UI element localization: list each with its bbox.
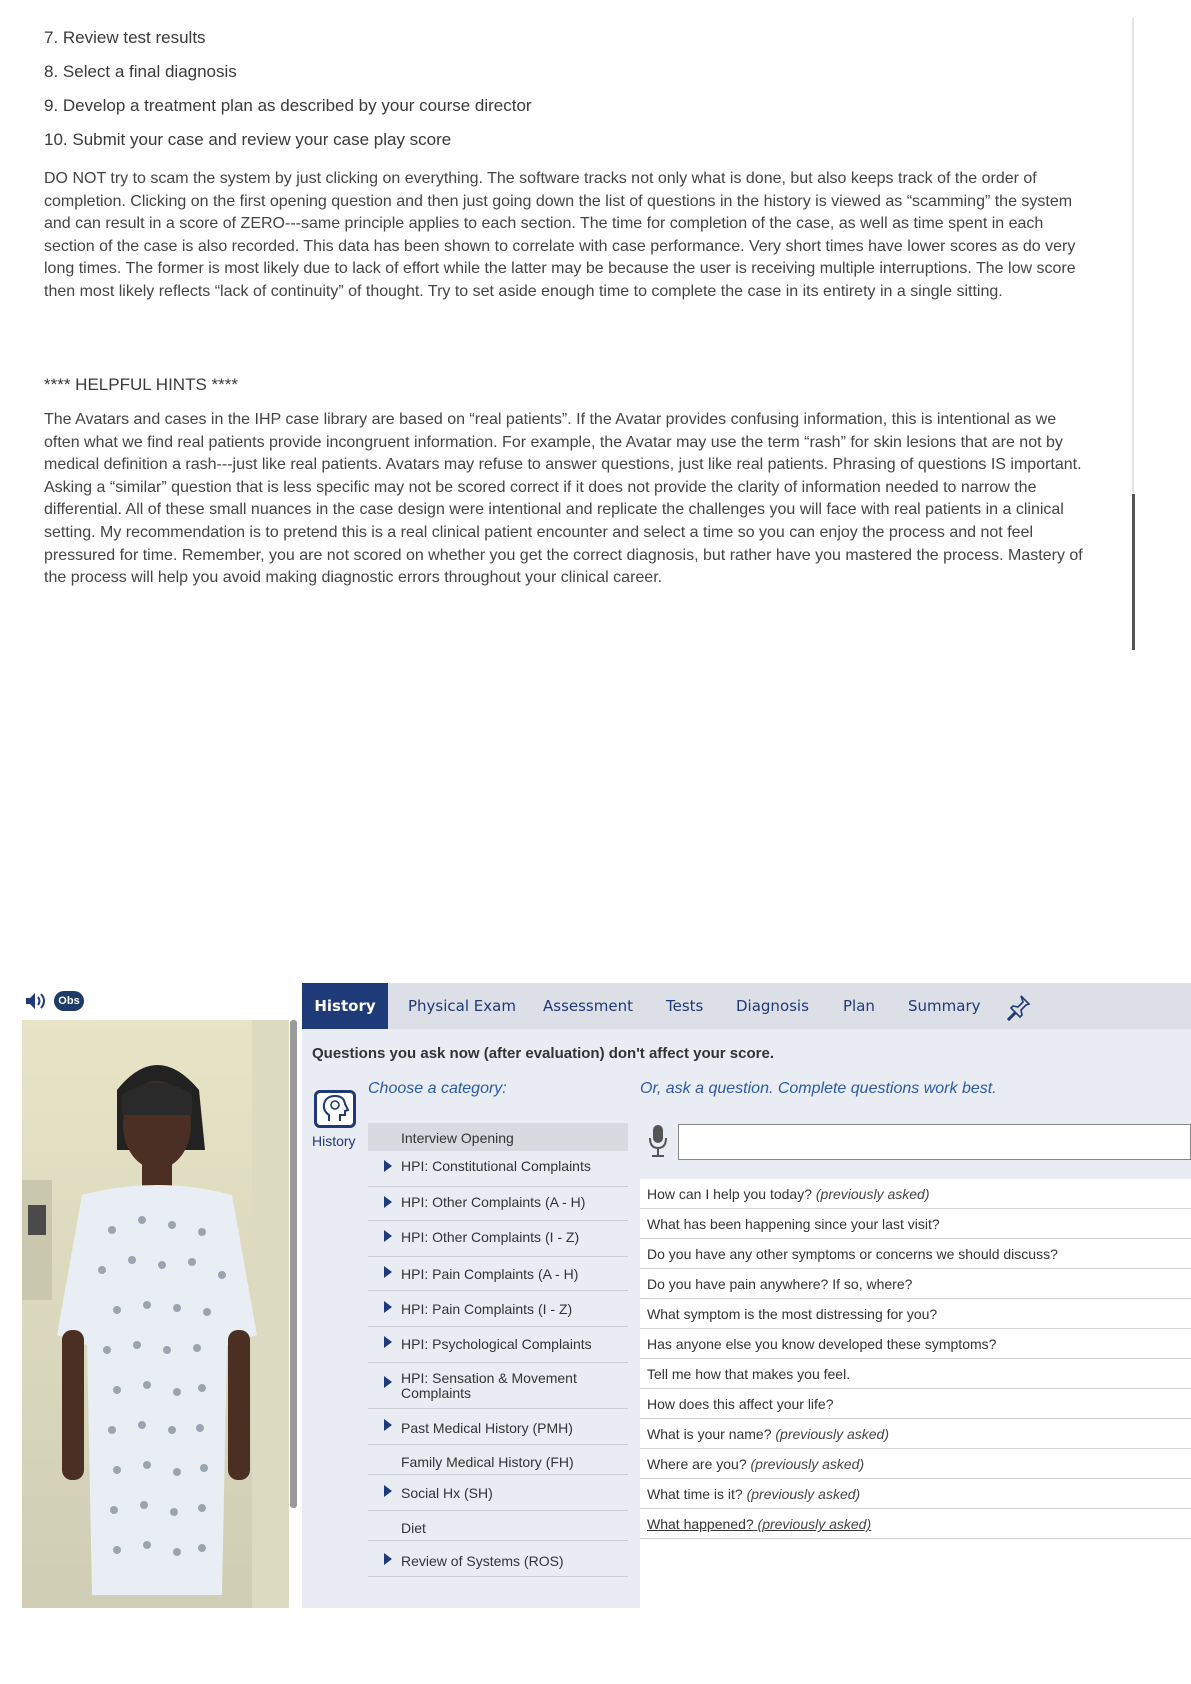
question-item[interactable]: What is your name? (previously asked) xyxy=(640,1419,1191,1449)
expand-arrow-icon xyxy=(384,1266,392,1278)
question-item[interactable]: Tell me how that makes you feel. xyxy=(640,1359,1191,1389)
previously-asked-tag: (previously asked) xyxy=(775,1426,889,1442)
tab-bar xyxy=(302,983,1191,1029)
category-review-of-systems[interactable]: Review of Systems (ROS) xyxy=(368,1541,628,1577)
helpful-hints-title: **** HELPFUL HINTS **** xyxy=(44,375,238,394)
tab-tests[interactable]: Tests xyxy=(666,997,704,1015)
question-list xyxy=(640,1179,1191,1608)
expand-arrow-icon xyxy=(384,1419,392,1431)
expand-arrow-icon xyxy=(384,1553,392,1565)
question-item[interactable]: What happened? (previously asked) xyxy=(640,1509,1191,1539)
history-head-icon[interactable] xyxy=(314,1090,356,1128)
step-8: 8. Select a final diagnosis xyxy=(44,62,237,81)
tab-summary[interactable]: Summary xyxy=(908,997,981,1015)
score-notice: Questions you ask now (after evaluation) don't affect your score. xyxy=(312,1045,774,1062)
question-item[interactable]: Do you have any other symptoms or concerns we should discuss? xyxy=(640,1239,1191,1269)
question-item[interactable]: What has been happening since your last visit? xyxy=(640,1209,1191,1239)
pin-icon[interactable] xyxy=(1004,993,1032,1021)
question-input[interactable] xyxy=(678,1124,1191,1160)
category-hpi-other-i-z[interactable]: HPI: Other Complaints (I - Z) xyxy=(368,1221,628,1257)
expand-arrow-icon xyxy=(384,1301,392,1313)
case-simulation-panel xyxy=(302,983,1191,1608)
category-hpi-psychological[interactable]: HPI: Psychological Complaints xyxy=(368,1327,628,1363)
previously-asked-tag: (previously asked) xyxy=(750,1456,865,1472)
patient-avatar-figure xyxy=(22,1020,289,1608)
microphone-icon[interactable] xyxy=(646,1123,670,1159)
ask-question-label: Or, ask a question. Complete questions work best. xyxy=(640,1080,997,1097)
category-hpi-sensation-movement[interactable]: HPI: Sensation & Movement Complaints xyxy=(368,1363,628,1409)
step-7: 7. Review test results xyxy=(44,28,206,47)
expand-arrow-icon xyxy=(384,1485,392,1497)
tab-diagnosis[interactable]: Diagnosis xyxy=(736,997,809,1015)
previously-asked-tag: (previously asked) xyxy=(815,1186,930,1202)
expand-arrow-icon xyxy=(384,1196,392,1208)
question-item[interactable]: How can I help you today? (previously asked) xyxy=(640,1179,1191,1209)
question-item[interactable]: How does this affect your life? xyxy=(640,1389,1191,1419)
category-diet[interactable]: Diet xyxy=(368,1511,628,1541)
tab-physical-exam[interactable]: Physical Exam xyxy=(408,997,516,1015)
category-hpi-constitutional[interactable]: HPI: Constitutional Complaints xyxy=(368,1153,628,1187)
expand-arrow-icon xyxy=(384,1336,392,1348)
question-item[interactable]: What time is it? (previously asked) xyxy=(640,1479,1191,1509)
expand-arrow-icon xyxy=(384,1376,392,1388)
category-past-medical-history[interactable]: Past Medical History (PMH) xyxy=(368,1409,628,1445)
expand-arrow-icon xyxy=(384,1160,392,1172)
expand-arrow-icon xyxy=(384,1230,392,1242)
category-interview-opening[interactable]: Interview Opening xyxy=(368,1123,628,1151)
choose-category-label: Choose a category: xyxy=(368,1080,507,1097)
category-social-hx[interactable]: Social Hx (SH) xyxy=(368,1475,628,1511)
step-10: 10. Submit your case and review your case play score xyxy=(44,130,452,149)
speaker-icon[interactable] xyxy=(24,990,48,1012)
category-family-medical-history[interactable]: Family Medical History (FH) xyxy=(368,1445,628,1475)
question-item[interactable]: Do you have pain anywhere? If so, where? xyxy=(640,1269,1191,1299)
tab-assessment[interactable]: Assessment xyxy=(543,997,633,1015)
obs-badge[interactable]: Obs xyxy=(54,991,84,1011)
patient-avatar xyxy=(22,1020,289,1608)
warning-paragraph: DO NOT try to scam the system by just clicking on everything. The software tracks not only what is done, but also keeps track of the order of completion. Clicking on the first opening question and then just going down the list of questions in the history is viewed as “scamming” the system and can result in a score of ZERO---same principle applies to each section. The time for completion of the case, as well as time spent in each section of the case is also recorded. This data has been shown to correlate with case performance. Very short times have lower scores as do very long times. The former is most likely due to lack of effort while the latter may be because the user is receiving multiple interruptions. The low score then most likely reflects “lack of continuity” of thought. Try to set aside enough time to complete the case in its entirety in a single sitting. xyxy=(44,170,1076,300)
category-hpi-pain-i-z[interactable]: HPI: Pain Complaints (I - Z) xyxy=(368,1291,628,1327)
previously-asked-tag: (previously asked) xyxy=(757,1516,872,1532)
category-hpi-other-a-h[interactable]: HPI: Other Complaints (A - H) xyxy=(368,1187,628,1221)
tab-plan[interactable]: Plan xyxy=(843,997,875,1015)
avatar-scrollbar[interactable] xyxy=(290,1020,297,1508)
question-item[interactable]: What symptom is the most distressing for you? xyxy=(640,1299,1191,1329)
category-hpi-pain-a-h[interactable]: HPI: Pain Complaints (A - H) xyxy=(368,1257,628,1291)
helpful-hints-paragraph: The Avatars and cases in the IHP case library are based on “real patients”. If the Avatar provides confusing information, this is intentional as we often what we find real patients provide incongruent information. For example, the Avatar may use the term “rash” for skin lesions that are not by medical definition a rash---just like real patients. Avatars may refuse to answer questions, just like real patients. Phrasing of questions IS important. Asking a “similar” question that is less specific may not be scored correct if it does not provide the clarity of information needed to narrow the differential. All of these small nuances in the case design were intentional and replicate the challenges you will face with real patients in a clinical setting. My recommendation is to pretend this is a real clinical patient encounter and select a time so you can enjoy the process and not feel pressured for time. Remember, you are not scored on whether you get the correct diagnosis, but rather have you mastered the process. Mastery of the process will help you avoid making diagnostic errors throughout your clinical career. xyxy=(44,411,1083,587)
document-scrollbar-thumb[interactable] xyxy=(1132,494,1135,650)
question-item[interactable]: Where are you? (previously asked) xyxy=(640,1449,1191,1479)
tab-history[interactable]: History xyxy=(302,983,388,1029)
question-item[interactable]: Has anyone else you know developed these symptoms? xyxy=(640,1329,1191,1359)
step-9: 9. Develop a treatment plan as described by your course director xyxy=(44,96,532,115)
previously-asked-tag: (previously asked) xyxy=(746,1486,861,1502)
history-icon-label: History xyxy=(312,1133,356,1149)
